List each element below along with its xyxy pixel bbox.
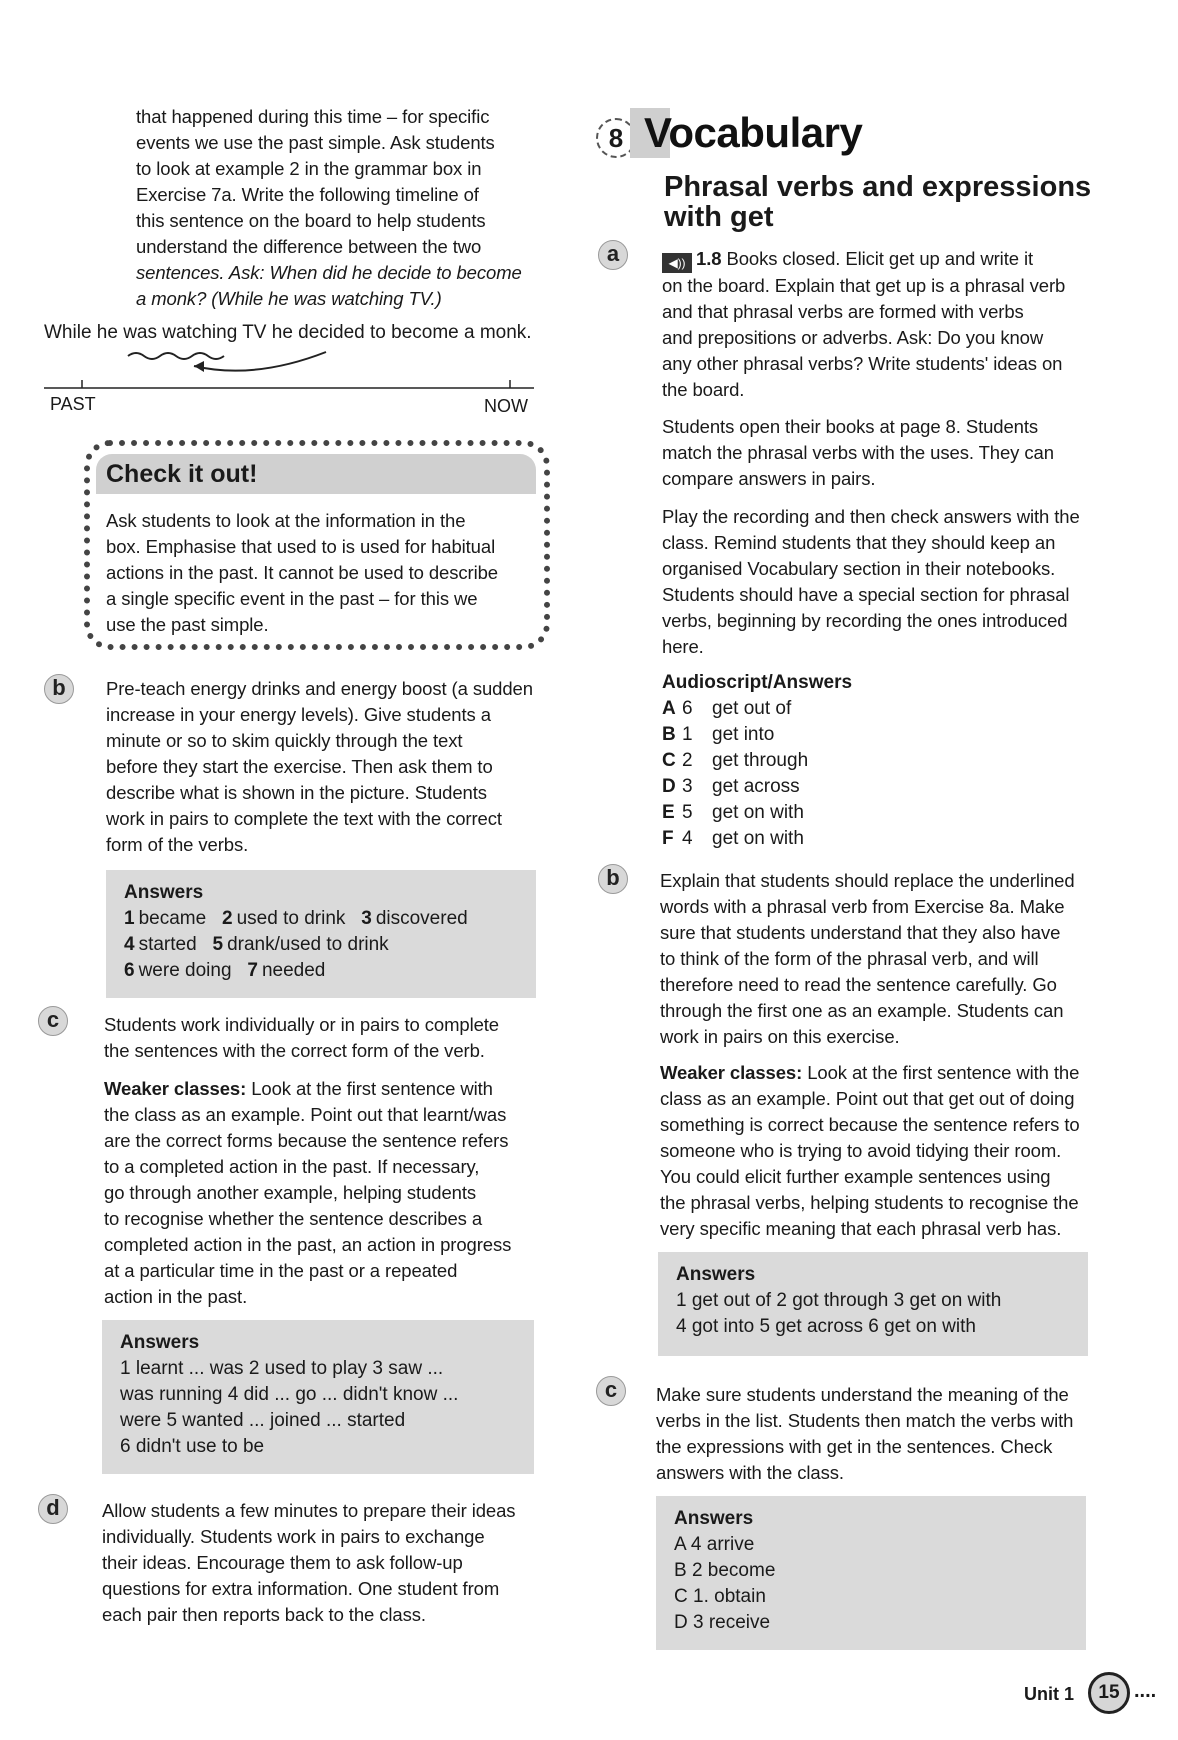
weaker-line: go through another example, helping students [104,1182,477,1203]
exercise-c-text [104,1012,554,1064]
c-line: the sentences with the correct form of the verb. [104,1040,485,1061]
check-line: actions in the past. It cannot be used to describe [106,562,498,583]
answer-row: was running 4 did ... go ... didn't know ... [120,1384,459,1405]
a-line: organised Vocabulary section in their notebooks. [662,558,1056,579]
a-line: Play the recording and then check answers with the [662,506,1080,527]
intro-paragraph [136,104,556,312]
exercise-label-c-right: c [596,1376,626,1406]
a-line: verbs, beginning by recording the ones introduced [662,610,1068,631]
intro-line: this sentence on the board to help students [136,210,486,231]
a-line: and that phrasal verbs are formed with verbs [662,301,1024,322]
answer-row: C 1. obtain [674,1586,766,1607]
timeline-past-label: PAST [50,394,96,414]
intro-line: understand the difference between the two [136,236,482,257]
intro-line: a monk? (While he was watching TV.) [136,288,442,309]
d-line: each pair then reports back to the class. [102,1604,426,1625]
answers-box-c-right [656,1496,1086,1650]
b-right-line: Explain that students should replace the underlined [660,870,1075,891]
a-line: compare answers in pairs. [662,468,876,489]
section-title: Vocabulary [630,108,862,158]
weaker-line: are the correct forms because the sentence refers [104,1130,509,1151]
weaker-line: the phrasal verbs, helping students to recognise the [660,1192,1079,1213]
weaker-line: someone who is trying to avoid tidying their room. [660,1140,1062,1161]
answer-row: 6 didn't use to be [120,1436,265,1457]
b-line: increase in your energy levels). Give students a [106,704,491,725]
answer-row: B 2 become [674,1560,776,1581]
check-it-out-body [106,508,536,638]
weaker-line: completed action in the past, an action in progress [104,1234,512,1255]
exercise-a-text-3 [662,504,1142,660]
a-line: and prepositions or adverbs. Ask: Do you know [662,327,1044,348]
audioscript-title: Audioscript/Answers [662,672,853,693]
answer-row: D 3 receive [674,1612,771,1633]
exercise-a-text [662,246,1132,403]
answer-row: 4 started 5 drank/used to drink [124,934,389,955]
answer-row: 1 became 2 used to drink 3 discovered [124,908,468,929]
exercise-d-text [102,1498,557,1628]
b-right-line: through the first one as an example. Students can [660,1000,1064,1021]
timeline-now-label: NOW [484,396,528,416]
answers-title: Answers [674,1508,754,1529]
weaker-classes-left [104,1076,554,1310]
exercise-a-text-2 [662,414,1132,492]
a-line: Students open their books at page 8. Students [662,416,1039,437]
exercise-label-c: c [38,1006,68,1036]
timeline [44,322,544,418]
b-line: form of the verbs. [106,834,249,855]
a-line: any other phrasal verbs? Write students' ideas on [662,353,1063,374]
weaker-line: to a completed action in the past. If necessary, [104,1156,480,1177]
intro-line: that happened during this time – for specific [136,106,490,127]
weaker-line: at a particular time in the past or a repeated [104,1260,458,1281]
check-it-out-title: Check it out! [96,454,536,494]
weaker-classes-label: Weaker classes: [660,1062,803,1083]
weaker-line: to recognise whether the sentence describes a [104,1208,483,1229]
subtitle-line: Phrasal verbs and expressions [664,171,1092,203]
c-line: Students work individually or in pairs to complete [104,1014,499,1035]
check-line: box. Emphasise that used to is used for habitual [106,536,496,557]
answer-row: 1 learnt ... was 2 used to play 3 saw ... [120,1358,444,1379]
a-line: class. Remind students that they should keep an [662,532,1056,553]
exercise-label-b-right: b [598,864,628,894]
section-number-badge: 8 [596,118,636,158]
a-line: the board. [662,379,745,400]
answer-row: A 4 arrive [674,1534,755,1555]
c-right-line: the expressions with get in the sentences. Check [656,1436,1053,1457]
answer-row: 1 get out of 2 got through 3 get on with [676,1290,1002,1311]
weaker-line: Look at the first sentence with [246,1078,493,1099]
exercise-c-right-text [656,1382,1136,1486]
d-line: Allow students a few minutes to prepare their ideas [102,1500,516,1521]
intro-line: sentences. Ask: When did he decide to become [136,262,522,283]
audioscript-row: F 4 get on with [662,828,804,849]
check-it-out-box [84,440,550,650]
audioscript-row: B 1 get into [662,724,775,745]
weaker-line: action in the past. [104,1286,248,1307]
exercise-label-a: a [598,240,628,270]
d-line: their ideas. Encourage them to ask follow-up [102,1552,463,1573]
b-right-line: therefore need to read the sentence carefully. Go [660,974,1057,995]
answer-row: 6 were doing 7 needed [124,960,326,981]
weaker-classes-right [660,1060,1140,1242]
b-right-line: words with a phrasal verb from Exercise 8a. Make [660,896,1065,917]
intro-line: events we use the past simple. Ask students [136,132,495,153]
b-line: work in pairs to complete the text with the correct [106,808,502,829]
exercise-label-b: b [44,674,74,704]
check-line: use the past simple. [106,614,269,635]
weaker-line: You could elicit further example sentences using [660,1166,1051,1187]
c-right-line: verbs in the list. Students then match the verbs with [656,1410,1074,1431]
b-line: minute or so to skim quickly through the text [106,730,463,751]
c-right-line: answers with the class. [656,1462,844,1483]
weaker-classes-label: Weaker classes: [104,1078,247,1099]
intro-line: to look at example 2 in the grammar box in [136,158,482,179]
footer-dots: .... [1134,1680,1157,1702]
intro-line: Exercise 7a. Write the following timeline of [136,184,479,205]
answers-title: Answers [124,882,204,903]
audioscript-row: D 3 get across [662,776,800,797]
weaker-line: the class as an example. Point out that learnt/was [104,1104,507,1125]
answers-title: Answers [120,1332,200,1353]
audioscript-row: A 6 get out of [662,698,792,719]
b-right-line: to think of the form of the phrasal verb, and will [660,948,1039,969]
timeline-sentence: While he was watching TV he decided to become a monk. [44,322,532,343]
exercise-b-text [106,676,556,858]
page-number: 15 [1088,1672,1130,1714]
answers-box-b [106,870,536,998]
subtitle-line: with get [664,201,774,233]
a-line: on the board. Explain that get up is a phrasal verb [662,275,1066,296]
exercise-b-right-text [660,868,1140,1050]
weaker-line: Look at the first sentence with the [802,1062,1080,1083]
check-line: Ask students to look at the information in the [106,510,466,531]
answer-row: were 5 wanted ... joined ... started [120,1410,406,1431]
a-line: Books closed. Elicit get up and write it [726,248,1034,269]
a-line: match the phrasal verbs with the uses. They can [662,442,1054,463]
answers-box-b-right [658,1252,1088,1356]
unit-label: Unit 1 [1024,1684,1075,1704]
audioscript-row: E 5 get on with [662,802,804,823]
audioscript-row: C 2 get through [662,750,809,771]
d-line: individually. Students work in pairs to exchange [102,1526,485,1547]
weaker-line: very specific meaning that each phrasal verb has. [660,1218,1062,1239]
b-line: before they start the exercise. Then ask them to [106,756,493,777]
check-line: a single specific event in the past – for this we [106,588,478,609]
weaker-line: something is correct because the sentence refers to [660,1114,1080,1135]
answer-row: 4 got into 5 get across 6 get on with [676,1316,976,1337]
audio-cd-icon: ◀)) [662,253,692,273]
b-line: Pre-teach energy drinks and energy boost (a sudden [106,678,533,699]
a-line: here. [662,636,704,657]
timeline-graphic [44,346,544,406]
b-right-line: sure that students understand that they also have [660,922,1061,943]
page-footer [1020,1670,1170,1720]
section-subtitle [664,172,1144,232]
track-number: 1.8 [696,248,722,269]
c-right-line: Make sure students understand the meaning of the [656,1384,1069,1405]
a-line: Students should have a special section for phrasal [662,584,1070,605]
audioscript-list [662,670,962,852]
d-line: questions for extra information. One student from [102,1578,500,1599]
answers-title: Answers [676,1264,756,1285]
answers-box-c [102,1320,534,1474]
weaker-line: class as an example. Point out that get out of doing [660,1088,1075,1109]
b-right-line: work in pairs on this exercise. [660,1026,900,1047]
exercise-label-d: d [38,1494,68,1524]
b-line: describe what is shown in the picture. Students [106,782,487,803]
